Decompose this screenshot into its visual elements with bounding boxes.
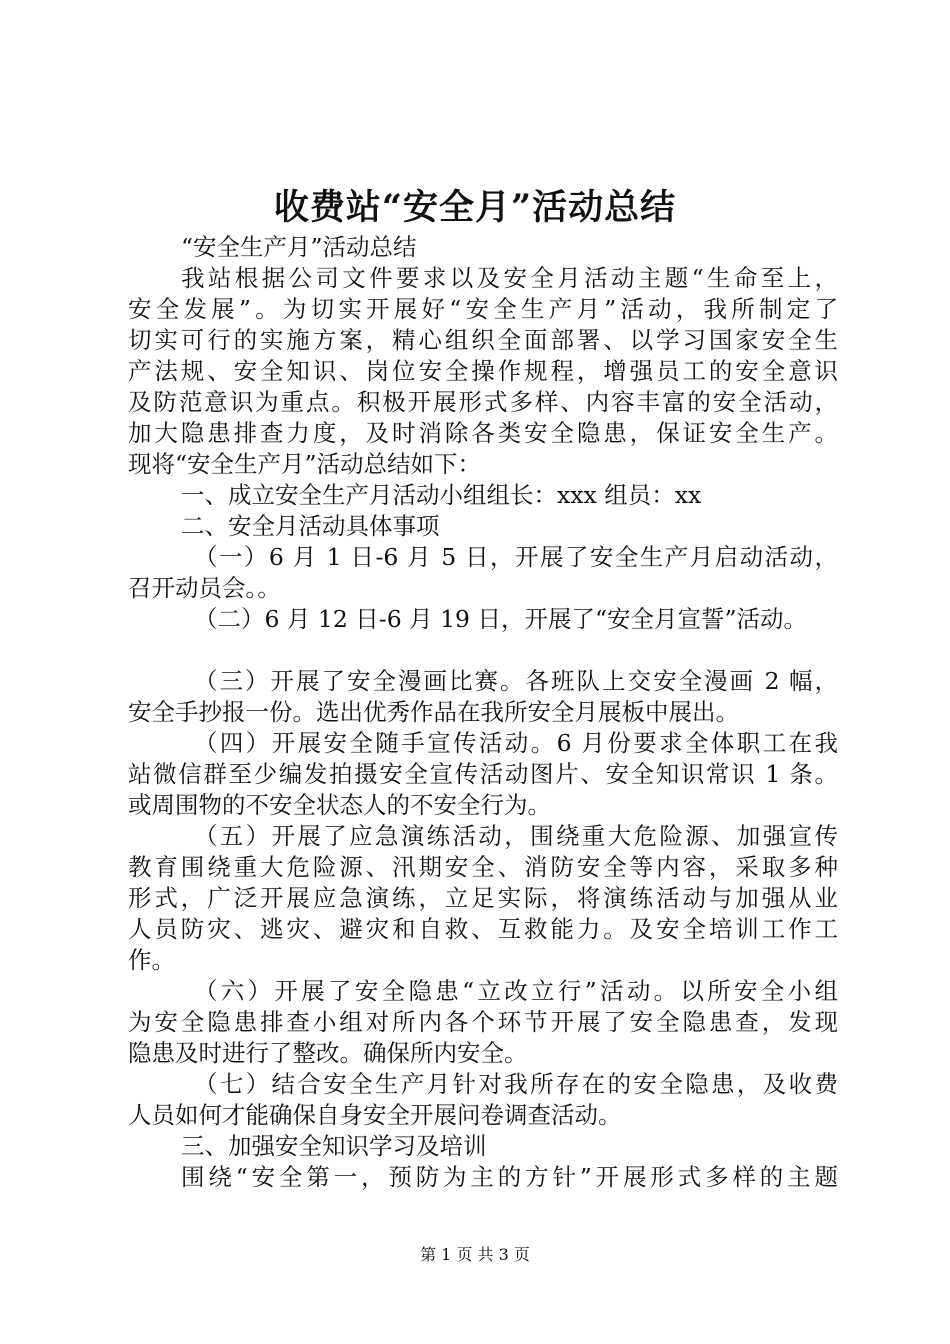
- body-line: 及防范意识为重点。积极开展形式多样、内容丰富的安全活动，: [128, 388, 838, 416]
- body-line: 围绕“安全第一，预防为主的方针”开展形式多样的主题: [181, 1163, 838, 1191]
- body-line: （三）开展了安全漫画比赛。各班队上交安全漫画 2 幅，: [194, 667, 838, 695]
- body-line: 形式，广泛开展应急演练，立足实际，将演练活动与加强从业: [128, 884, 838, 912]
- blank-line: [128, 635, 838, 666]
- body-line: 教育围绕重大危险源、汛期安全、消防安全等内容，采取多种: [128, 853, 838, 881]
- body-line: 安全发展”。为切实开展好“安全生产月”活动，我所制定了: [128, 295, 838, 323]
- body-line: （二）6 月 12 日-6 月 19 日，开展了“安全月宣誓”活动。: [194, 605, 807, 633]
- body-line: （一）6 月 1 日-6 月 5 日，开展了安全生产月启动活动，: [194, 543, 838, 571]
- body-line: 我站根据公司文件要求以及安全月活动主题“生命至上，: [181, 264, 838, 292]
- body-line: “安全生产月”活动总结: [181, 233, 417, 261]
- body-line: 加大隐患排查力度，及时消除各类安全隐患，保证安全生产。: [128, 419, 838, 447]
- body-line: 人员如何才能确保自身安全开展问卷调查活动。: [128, 1101, 622, 1129]
- body-line: 人员防灾、逃灾、避灾和自救、互救能力。及安全培训工作工: [128, 915, 838, 943]
- body-line: 三、加强安全知识学习及培训: [181, 1132, 487, 1160]
- body-line: （四）开展安全随手宣传活动。6 月份要求全体职工在我: [194, 729, 838, 757]
- page-number: 第 1 页 共 3 页: [420, 1245, 530, 1264]
- body-line: 产法规、安全知识、岗位安全操作规程，增强员工的安全意识: [128, 357, 838, 385]
- body-line: 隐患及时进行了整改。确保所内安全。: [128, 1039, 528, 1067]
- body-line: 站微信群至少编发拍摄安全宣传活动图片、安全知识常识 1 条。: [128, 760, 838, 788]
- body-line: 为安全隐患排查小组对所内各个环节开展了安全隐患查，发现: [128, 1008, 838, 1036]
- body-line: 或周围物的不安全状态人的不安全行为。: [128, 791, 551, 819]
- document-title: 收费站“安全月”活动总结: [273, 187, 677, 228]
- body-line: 作。: [128, 946, 175, 974]
- body-line: 安全手抄报一份。选出优秀作品在我所安全月展板中展出。: [128, 698, 739, 726]
- body-line: 现将“安全生产月”活动总结如下：: [128, 450, 482, 478]
- body-line: 切实可行的实施方案，精心组织全面部署、以学习国家安全生: [128, 326, 838, 354]
- body-line: 一、成立安全生产月活动小组组长：xxx 组员：xx: [181, 481, 702, 509]
- body-line: 二、安全月活动具体事项: [181, 512, 440, 540]
- document-body: [128, 232, 838, 1193]
- body-line: （六）开展了安全隐患“立改立行”活动。以所安全小组: [194, 977, 838, 1005]
- body-line: （五）开展了应急演练活动，围绕重大危险源、加强宣传: [194, 822, 838, 850]
- body-line: 召开动员会。。: [128, 574, 281, 602]
- body-line: （七）结合安全生产月针对我所存在的安全隐患，及收费: [194, 1070, 838, 1098]
